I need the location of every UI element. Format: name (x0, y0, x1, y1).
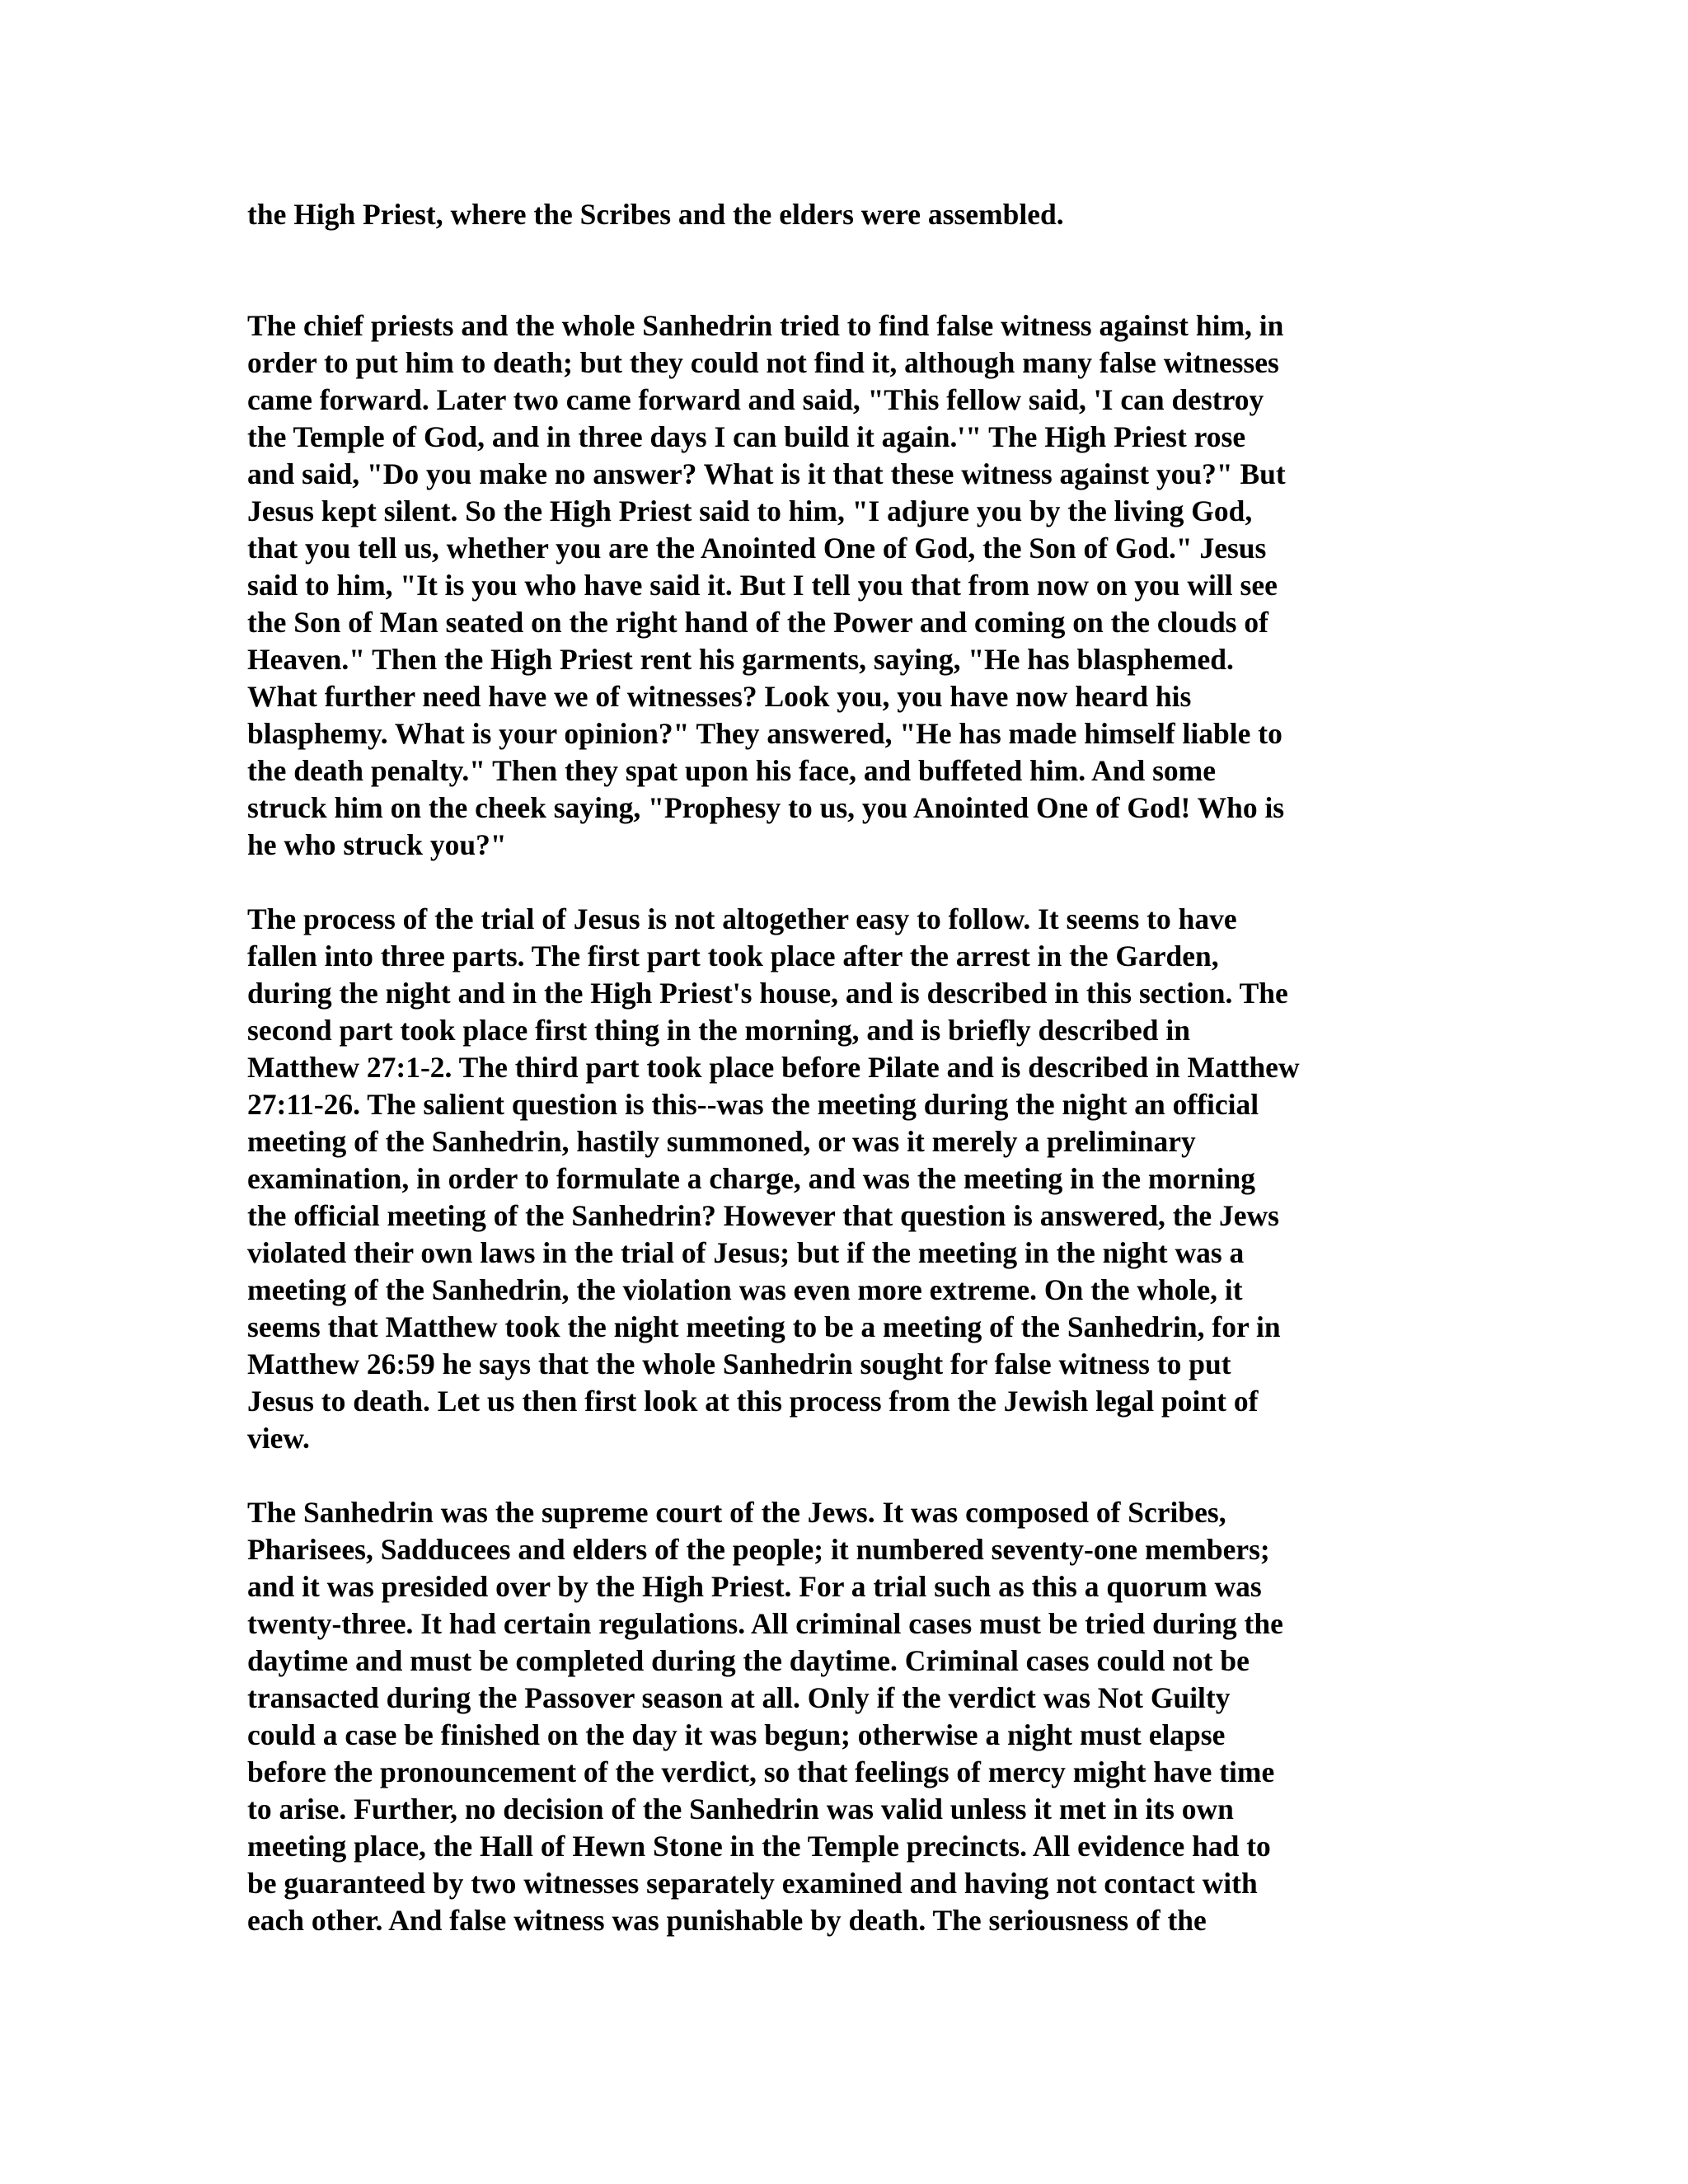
text-line: The process of the trial of Jesus is not altogether easy to follow. It seems to have (247, 902, 1237, 935)
text-line: daytime and must be completed during the daytime. Criminal cases could not be (247, 1644, 1250, 1677)
text-line: that you tell us, whether you are the Anointed One of God, the Son of God." Jesus (247, 532, 1267, 565)
paragraph-2 (247, 307, 1451, 864)
text-line: seems that Matthew took the night meeting to be a meeting of the Sanhedrin, for in (247, 1310, 1281, 1343)
text-line: transacted during the Passover season at all. Only if the verdict was Not Guilty (247, 1681, 1231, 1714)
text-line: fallen into three parts. The first part took place after the arrest in the Garden, (247, 940, 1219, 972)
text-line: view. (247, 1422, 310, 1455)
text-line: order to put him to death; but they could not find it, although many false witnesses (247, 346, 1279, 379)
text-line: struck him on the cheek saying, "Prophesy to us, you Anointed One of God! Who is (247, 791, 1285, 824)
text-line: be guaranteed by two witnesses separately examined and having not contact with (247, 1867, 1258, 1900)
text-line: the death penalty." Then they spat upon his face, and buffeted him. And some (247, 754, 1216, 787)
text-line: Heaven." Then the High Priest rent his garments, saying, "He has blasphemed. (247, 643, 1234, 676)
text-line: to arise. Further, no decision of the Sanhedrin was valid unless it met in its own (247, 1793, 1234, 1825)
paragraph-1 (247, 196, 1451, 233)
text-line: Matthew 26:59 he says that the whole Sanhedrin sought for false witness to put (247, 1347, 1231, 1380)
text-line: the Temple of God, and in three days I can build it again.'" The High Priest rose (247, 420, 1246, 453)
text-line: The Sanhedrin was the supreme court of the Jews. It was composed of Scribes, (247, 1496, 1226, 1529)
paragraph-4 (247, 1494, 1451, 1939)
text-line: meeting place, the Hall of Hewn Stone in the Temple precincts. All evidence had to (247, 1830, 1271, 1863)
text-line: Matthew 27:1-2. The third part took place before Pilate and is described in Matthew (247, 1051, 1300, 1084)
text-line: meeting of the Sanhedrin, the violation was even more extreme. On the whole, it (247, 1273, 1243, 1306)
text-line: came forward. Later two came forward and said, "This fellow said, 'I can destroy (247, 383, 1264, 416)
text-line: and it was presided over by the High Priest. For a trial such as this a quorum was (247, 1570, 1262, 1603)
text-line: the High Priest, where the Scribes and the elders were assembled. (247, 198, 1064, 231)
text-line: 27:11-26. The salient question is this--was the meeting during the night an official (247, 1088, 1259, 1121)
text-line: said to him, "It is you who have said it. But I tell you that from now on you will see (247, 569, 1278, 602)
text-line: second part took place first thing in the morning, and is briefly described in (247, 1014, 1190, 1047)
text-line: violated their own laws in the trial of Jesus; but if the meeting in the night was a (247, 1236, 1245, 1269)
text-line: the Son of Man seated on the right hand of the Power and coming on the clouds of (247, 606, 1268, 639)
text-line: twenty-three. It had certain regulations. All criminal cases must be tried during the (247, 1607, 1283, 1640)
text-line: Jesus kept silent. So the High Priest said to him, "I adjure you by the living God, (247, 494, 1253, 527)
text-line: during the night and in the High Priest's house, and is described in this section. The (247, 977, 1288, 1010)
paragraph-3 (247, 901, 1451, 1457)
text-line: Jesus to death. Let us then first look at this process from the Jewish legal point of (247, 1385, 1259, 1418)
text-line: What further need have we of witnesses? Look you, you have now heard his (247, 680, 1192, 713)
text-line: each other. And false witness was punishable by death. The seriousness of the (247, 1904, 1207, 1937)
text-line: and said, "Do you make no answer? What is it that these witness against you?" But (247, 457, 1286, 490)
document-body (247, 196, 1451, 1939)
text-line: he who struck you?" (247, 828, 507, 861)
text-line: before the pronouncement of the verdict, so that feelings of mercy might have time (247, 1755, 1275, 1788)
text-line: examination, in order to formulate a charge, and was the meeting in the morning (247, 1162, 1256, 1195)
text-line: Pharisees, Sadducees and elders of the people; it numbered seventy-one members; (247, 1533, 1270, 1566)
text-line: The chief priests and the whole Sanhedrin tried to find false witness against him, in (247, 309, 1284, 342)
text-line: meeting of the Sanhedrin, hastily summoned, or was it merely a preliminary (247, 1125, 1196, 1158)
text-line: could a case be finished on the day it was begun; otherwise a night must elapse (247, 1718, 1226, 1751)
text-line: the official meeting of the Sanhedrin? However that question is answered, the Jews (247, 1199, 1279, 1232)
text-line: blasphemy. What is your opinion?" They answered, "He has made himself liable to (247, 717, 1282, 750)
